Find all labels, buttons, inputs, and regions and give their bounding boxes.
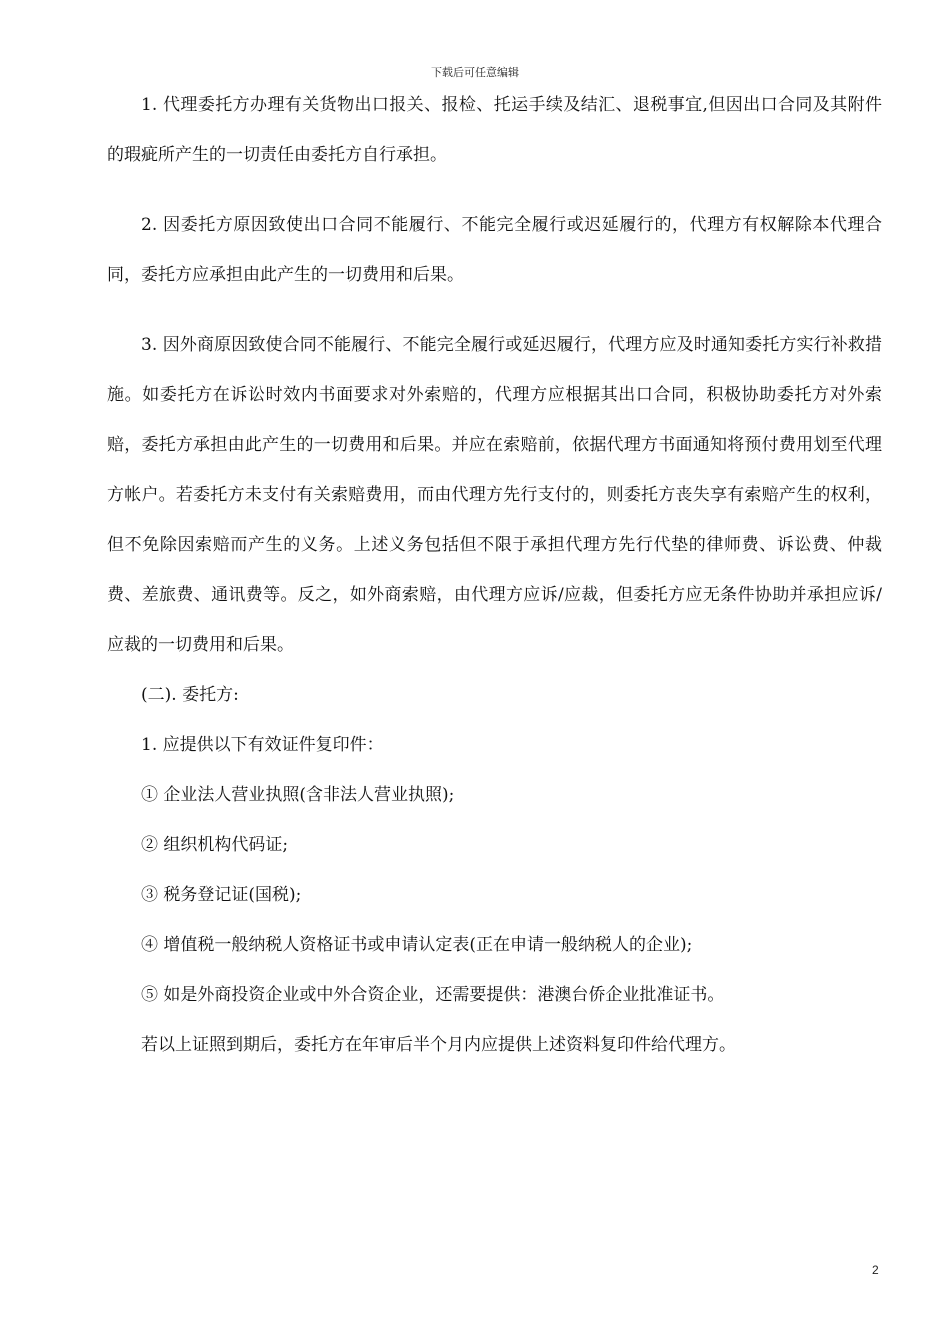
clause-1: 1. 代理委托方办理有关货物出口报关、报检、托运手续及结汇、退税事宜,但因出口合同及其附件的瑕疵所产生的一切责任由委托方自行承担。 xyxy=(107,95,882,165)
document-list-item: ⑤ 如是外商投资企业或中外合资企业，还需要提供：港澳台侨企业批准证书。 xyxy=(141,985,725,1005)
document-list-item: ② 组织机构代码证; xyxy=(141,835,289,855)
document-list-item: ① 企业法人营业执照(含非法人营业执照); xyxy=(141,785,455,805)
clause-3: 3. 因外商原因致使合同不能履行、不能完全履行或延迟履行，代理方应及时通知委托方实行补救措施。如委托方在诉讼时效内书面要求对外索赔的，代理方应根据其出口合同，积极协助委托方对外索赔，委托方承担由此产生的一切费用和后果。并应在索赔前，依据代理方书面通知将预付费用划至代理方帐户。若委托方未支付有关索赔费用，而由代理方先行支付的，则委托方丧失享有索赔产生的权利，但不免除因索赔而产生的义务。上述义务包括但不限于承担代理方先行代垫的律师费、诉讼费、仲裁费、差旅费、通讯费等。反之，如外商索赔，由代理方应诉/应裁，但委托方应无条件协助并承担应诉/应裁的一切费用和后果。 xyxy=(107,335,882,655)
document-list-item: ④ 增值税一般纳税人资格证书或申请认定表(正在申请一般纳税人的企业); xyxy=(141,935,693,955)
principal-item-1: 1. 应提供以下有效证件复印件： xyxy=(141,735,384,755)
document-body xyxy=(107,80,882,1070)
header-note: 下载后可任意编辑 xyxy=(431,66,519,79)
document-list-item: ③ 税务登记证(国税); xyxy=(141,885,302,905)
section-heading-principal: (二). 委托方: xyxy=(141,685,239,705)
page-number: 2 xyxy=(872,1263,879,1277)
closing-note: 若以上证照到期后，委托方在年审后半个月内应提供上述资料复印件给代理方。 xyxy=(141,1035,736,1055)
clause-2: 2. 因委托方原因致使出口合同不能履行、不能完全履行或迟延履行的，代理方有权解除本代理合同，委托方应承担由此产生的一切费用和后果。 xyxy=(107,215,882,285)
